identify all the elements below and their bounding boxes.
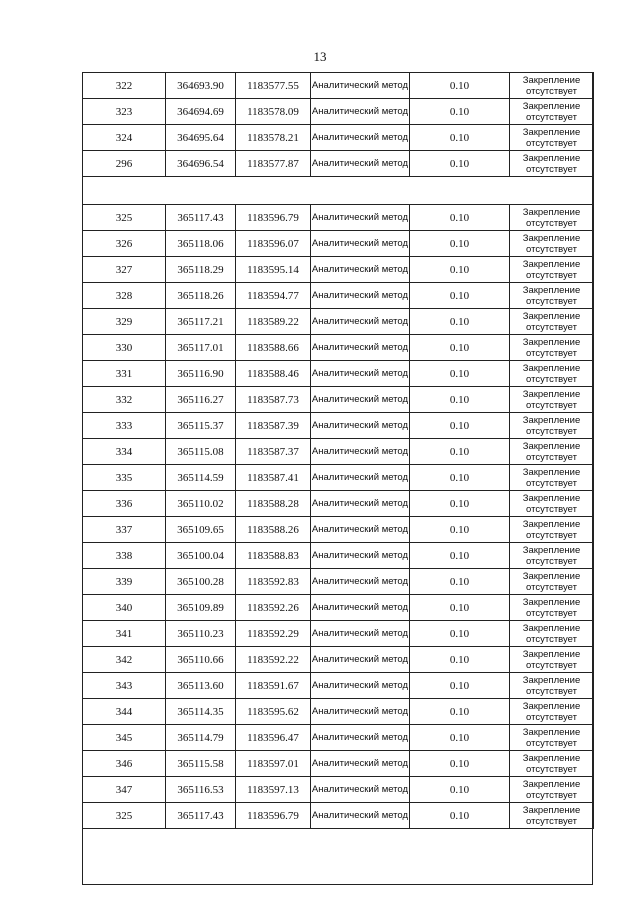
method-cell: Аналитический метод [311, 699, 410, 725]
table-row [83, 673, 594, 699]
separator-cell [83, 177, 594, 205]
method-cell: Аналитический метод [311, 777, 410, 803]
point-number-cell: 325 [83, 803, 166, 829]
y-coordinate-cell: 1183596.79 [236, 205, 311, 231]
y-coordinate-cell: 1183591.67 [236, 673, 311, 699]
y-coordinate-cell: 1183577.87 [236, 151, 311, 177]
table-row [83, 699, 594, 725]
method-cell: Аналитический метод [311, 621, 410, 647]
table-row [83, 517, 594, 543]
accuracy-cell: 0.10 [410, 777, 510, 803]
y-coordinate-cell: 1183587.73 [236, 387, 311, 413]
x-coordinate-cell: 365114.35 [166, 699, 236, 725]
method-cell: Аналитический метод [311, 257, 410, 283]
method-cell: Аналитический метод [311, 465, 410, 491]
method-cell: Аналитический метод [311, 491, 410, 517]
point-number-cell: 325 [83, 205, 166, 231]
table-row [83, 387, 594, 413]
point-number-cell: 344 [83, 699, 166, 725]
table-row [83, 309, 594, 335]
method-cell: Аналитический метод [311, 361, 410, 387]
method-cell: Аналитический метод [311, 803, 410, 829]
point-number-cell: 296 [83, 151, 166, 177]
x-coordinate-cell: 365113.60 [166, 673, 236, 699]
method-cell: Аналитический метод [311, 309, 410, 335]
accuracy-cell: 0.10 [410, 413, 510, 439]
coordinates-table [82, 72, 594, 829]
fixation-cell: Закрепление отсутствует [510, 413, 594, 439]
table-row [83, 439, 594, 465]
accuracy-cell: 0.10 [410, 361, 510, 387]
point-number-cell: 322 [83, 73, 166, 99]
accuracy-cell: 0.10 [410, 595, 510, 621]
point-number-cell: 330 [83, 335, 166, 361]
accuracy-cell: 0.10 [410, 257, 510, 283]
y-coordinate-cell: 1183589.22 [236, 309, 311, 335]
y-coordinate-cell: 1183578.21 [236, 125, 311, 151]
accuracy-cell: 0.10 [410, 569, 510, 595]
method-cell: Аналитический метод [311, 73, 410, 99]
x-coordinate-cell: 365115.37 [166, 413, 236, 439]
fixation-cell: Закрепление отсутствует [510, 231, 594, 257]
fixation-cell: Закрепление отсутствует [510, 125, 594, 151]
point-number-cell: 341 [83, 621, 166, 647]
y-coordinate-cell: 1183597.01 [236, 751, 311, 777]
accuracy-cell: 0.10 [410, 699, 510, 725]
accuracy-cell: 0.10 [410, 673, 510, 699]
method-cell: Аналитический метод [311, 387, 410, 413]
point-number-cell: 328 [83, 283, 166, 309]
point-number-cell: 324 [83, 125, 166, 151]
y-coordinate-cell: 1183596.79 [236, 803, 311, 829]
fixation-cell: Закрепление отсутствует [510, 621, 594, 647]
fixation-cell: Закрепление отсутствует [510, 283, 594, 309]
fixation-cell: Закрепление отсутствует [510, 699, 594, 725]
table-row [83, 73, 594, 99]
accuracy-cell: 0.10 [410, 309, 510, 335]
y-coordinate-cell: 1183587.41 [236, 465, 311, 491]
x-coordinate-cell: 365110.02 [166, 491, 236, 517]
accuracy-cell: 0.10 [410, 621, 510, 647]
point-number-cell: 340 [83, 595, 166, 621]
y-coordinate-cell: 1183587.39 [236, 413, 311, 439]
point-number-cell: 334 [83, 439, 166, 465]
accuracy-cell: 0.10 [410, 231, 510, 257]
fixation-cell: Закрепление отсутствует [510, 803, 594, 829]
method-cell: Аналитический метод [311, 517, 410, 543]
y-coordinate-cell: 1183595.14 [236, 257, 311, 283]
accuracy-cell: 0.10 [410, 647, 510, 673]
fixation-cell: Закрепление отсутствует [510, 309, 594, 335]
point-number-cell: 335 [83, 465, 166, 491]
x-coordinate-cell: 364695.64 [166, 125, 236, 151]
y-coordinate-cell: 1183595.62 [236, 699, 311, 725]
fixation-cell: Закрепление отсутствует [510, 491, 594, 517]
accuracy-cell: 0.10 [410, 725, 510, 751]
fixation-cell: Закрепление отсутствует [510, 569, 594, 595]
point-number-cell: 323 [83, 99, 166, 125]
table-row [83, 621, 594, 647]
fixation-cell: Закрепление отсутствует [510, 151, 594, 177]
table-row [83, 231, 594, 257]
fixation-cell: Закрепление отсутствует [510, 99, 594, 125]
method-cell: Аналитический метод [311, 751, 410, 777]
table-row [83, 151, 594, 177]
point-number-cell: 345 [83, 725, 166, 751]
x-coordinate-cell: 365117.21 [166, 309, 236, 335]
y-coordinate-cell: 1183594.77 [236, 283, 311, 309]
point-number-cell: 342 [83, 647, 166, 673]
method-cell: Аналитический метод [311, 151, 410, 177]
table-row [83, 205, 594, 231]
point-number-cell: 329 [83, 309, 166, 335]
method-cell: Аналитический метод [311, 569, 410, 595]
method-cell: Аналитический метод [311, 439, 410, 465]
table-row [83, 257, 594, 283]
y-coordinate-cell: 1183577.55 [236, 73, 311, 99]
fixation-cell: Закрепление отсутствует [510, 517, 594, 543]
table-row [83, 647, 594, 673]
point-number-cell: 331 [83, 361, 166, 387]
fixation-cell: Закрепление отсутствует [510, 777, 594, 803]
table-row [83, 725, 594, 751]
x-coordinate-cell: 365118.26 [166, 283, 236, 309]
y-coordinate-cell: 1183587.37 [236, 439, 311, 465]
page-number: 13 [313, 49, 327, 64]
coordinates-table-body [83, 73, 594, 829]
fixation-cell: Закрепление отсутствует [510, 387, 594, 413]
x-coordinate-cell: 365100.28 [166, 569, 236, 595]
y-coordinate-cell: 1183588.46 [236, 361, 311, 387]
point-number-cell: 339 [83, 569, 166, 595]
table-row [83, 777, 594, 803]
point-number-cell: 346 [83, 751, 166, 777]
fixation-cell: Закрепление отсутствует [510, 543, 594, 569]
y-coordinate-cell: 1183596.47 [236, 725, 311, 751]
point-number-cell: 327 [83, 257, 166, 283]
fixation-cell: Закрепление отсутствует [510, 361, 594, 387]
x-coordinate-cell: 365117.01 [166, 335, 236, 361]
fixation-cell: Закрепление отсутствует [510, 595, 594, 621]
table-row [83, 413, 594, 439]
method-cell: Аналитический метод [311, 673, 410, 699]
method-cell: Аналитический метод [311, 543, 410, 569]
accuracy-cell: 0.10 [410, 387, 510, 413]
x-coordinate-cell: 365110.66 [166, 647, 236, 673]
table-row [83, 543, 594, 569]
accuracy-cell: 0.10 [410, 517, 510, 543]
y-coordinate-cell: 1183588.28 [236, 491, 311, 517]
method-cell: Аналитический метод [311, 595, 410, 621]
accuracy-cell: 0.10 [410, 99, 510, 125]
x-coordinate-cell: 364694.69 [166, 99, 236, 125]
y-coordinate-cell: 1183592.22 [236, 647, 311, 673]
method-cell: Аналитический метод [311, 125, 410, 151]
method-cell: Аналитический метод [311, 725, 410, 751]
y-coordinate-cell: 1183592.29 [236, 621, 311, 647]
y-coordinate-cell: 1183588.66 [236, 335, 311, 361]
method-cell: Аналитический метод [311, 335, 410, 361]
x-coordinate-cell: 365116.27 [166, 387, 236, 413]
method-cell: Аналитический метод [311, 99, 410, 125]
y-coordinate-cell: 1183578.09 [236, 99, 311, 125]
accuracy-cell: 0.10 [410, 803, 510, 829]
method-cell: Аналитический метод [311, 413, 410, 439]
method-cell: Аналитический метод [311, 231, 410, 257]
fixation-cell: Закрепление отсутствует [510, 751, 594, 777]
table-row [83, 99, 594, 125]
table-row [83, 361, 594, 387]
accuracy-cell: 0.10 [410, 125, 510, 151]
point-number-cell: 336 [83, 491, 166, 517]
fixation-cell: Закрепление отсутствует [510, 73, 594, 99]
x-coordinate-cell: 364696.54 [166, 151, 236, 177]
x-coordinate-cell: 365116.53 [166, 777, 236, 803]
table-row [83, 595, 594, 621]
x-coordinate-cell: 365118.29 [166, 257, 236, 283]
x-coordinate-cell: 365115.08 [166, 439, 236, 465]
y-coordinate-cell: 1183592.26 [236, 595, 311, 621]
accuracy-cell: 0.10 [410, 335, 510, 361]
y-coordinate-cell: 1183592.83 [236, 569, 311, 595]
table-row [83, 491, 594, 517]
x-coordinate-cell: 365100.04 [166, 543, 236, 569]
x-coordinate-cell: 365116.90 [166, 361, 236, 387]
table-row [83, 569, 594, 595]
accuracy-cell: 0.10 [410, 439, 510, 465]
point-number-cell: 337 [83, 517, 166, 543]
x-coordinate-cell: 365117.43 [166, 803, 236, 829]
table-row [83, 751, 594, 777]
fixation-cell: Закрепление отсутствует [510, 673, 594, 699]
fixation-cell: Закрепление отсутствует [510, 465, 594, 491]
accuracy-cell: 0.10 [410, 73, 510, 99]
fixation-cell: Закрепление отсутствует [510, 725, 594, 751]
fixation-cell: Закрепление отсутствует [510, 647, 594, 673]
x-coordinate-cell: 365109.89 [166, 595, 236, 621]
y-coordinate-cell: 1183588.83 [236, 543, 311, 569]
point-number-cell: 338 [83, 543, 166, 569]
x-coordinate-cell: 365115.58 [166, 751, 236, 777]
point-number-cell: 347 [83, 777, 166, 803]
accuracy-cell: 0.10 [410, 543, 510, 569]
x-coordinate-cell: 365117.43 [166, 205, 236, 231]
x-coordinate-cell: 365118.06 [166, 231, 236, 257]
accuracy-cell: 0.10 [410, 751, 510, 777]
point-number-cell: 343 [83, 673, 166, 699]
table-row [83, 125, 594, 151]
table-row [83, 283, 594, 309]
fixation-cell: Закрепление отсутствует [510, 335, 594, 361]
x-coordinate-cell: 365114.59 [166, 465, 236, 491]
method-cell: Аналитический метод [311, 283, 410, 309]
point-number-cell: 333 [83, 413, 166, 439]
method-cell: Аналитический метод [311, 647, 410, 673]
separator-row [83, 177, 594, 205]
accuracy-cell: 0.10 [410, 283, 510, 309]
y-coordinate-cell: 1183596.07 [236, 231, 311, 257]
y-coordinate-cell: 1183597.13 [236, 777, 311, 803]
accuracy-cell: 0.10 [410, 491, 510, 517]
point-number-cell: 326 [83, 231, 166, 257]
fixation-cell: Закрепление отсутствует [510, 257, 594, 283]
accuracy-cell: 0.10 [410, 205, 510, 231]
x-coordinate-cell: 365114.79 [166, 725, 236, 751]
table-row [83, 335, 594, 361]
x-coordinate-cell: 364693.90 [166, 73, 236, 99]
x-coordinate-cell: 365110.23 [166, 621, 236, 647]
point-number-cell: 332 [83, 387, 166, 413]
fixation-cell: Закрепление отсутствует [510, 439, 594, 465]
method-cell: Аналитический метод [311, 205, 410, 231]
x-coordinate-cell: 365109.65 [166, 517, 236, 543]
table-row [83, 803, 594, 829]
fixation-cell: Закрепление отсутствует [510, 205, 594, 231]
y-coordinate-cell: 1183588.26 [236, 517, 311, 543]
accuracy-cell: 0.10 [410, 151, 510, 177]
table-row [83, 465, 594, 491]
accuracy-cell: 0.10 [410, 465, 510, 491]
